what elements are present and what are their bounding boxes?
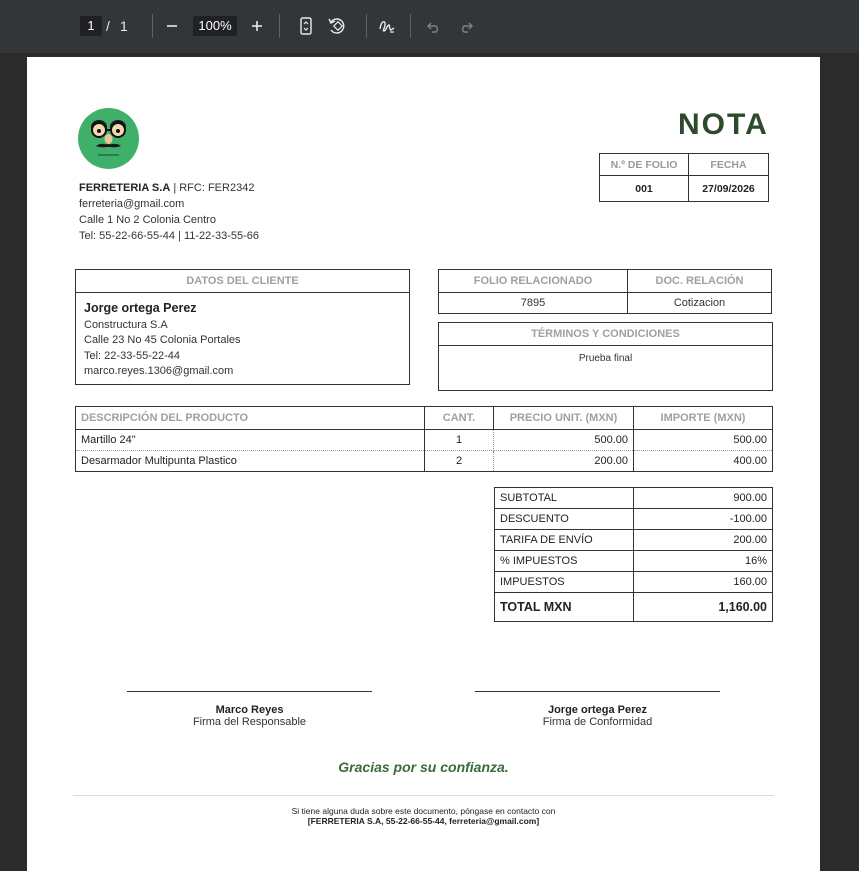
total-value: 1,160.00 — [634, 593, 773, 622]
client-name: Jorge ortega Perez — [84, 301, 197, 315]
footer-divider — [73, 795, 774, 796]
signature-responsible — [127, 691, 372, 728]
fit-page-icon — [296, 16, 316, 36]
item-amount: 400.00 — [634, 451, 773, 472]
footer-contact — [27, 806, 820, 826]
signature-client — [475, 691, 720, 728]
annotate-icon — [377, 16, 397, 36]
terms-text: Prueba final — [578, 353, 633, 364]
zoom-out-button[interactable] — [162, 16, 182, 36]
item-unit-price: 500.00 — [494, 430, 634, 451]
pdf-toolbar — [0, 0, 859, 53]
related-doc-header: DOC. RELACIÓN — [628, 270, 772, 293]
related-doc-value: Cotizacion — [628, 293, 772, 314]
col-qty: CANT. — [425, 407, 494, 430]
company-rfc: | RFC: FER2342 — [173, 182, 255, 194]
item-unit-price: 200.00 — [494, 451, 634, 472]
zoom-input[interactable]: 100% — [193, 16, 237, 36]
document-title: NOTA — [678, 108, 769, 141]
zoom-in-button[interactable] — [247, 16, 267, 36]
document-page — [27, 57, 820, 871]
undo-icon — [424, 16, 444, 36]
signature-role: Firma del Responsable — [192, 716, 307, 728]
toolbar-divider — [152, 14, 153, 38]
company-email: ferreteria@gmail.com — [79, 198, 185, 210]
date-header: FECHA — [689, 154, 769, 176]
total-label: TOTAL MXN — [495, 593, 634, 622]
company-info — [79, 180, 259, 244]
client-address: Calle 23 No 45 Colonia Portales — [84, 334, 241, 346]
signature-name: Jorge ortega Perez — [547, 704, 648, 716]
subtotal-value: 900.00 — [634, 488, 773, 509]
client-box — [75, 269, 410, 385]
item-amount: 500.00 — [634, 430, 773, 451]
discount-value: -100.00 — [634, 509, 773, 530]
tax-label: IMPUESTOS — [495, 572, 634, 593]
company-phone: Tel: 55-22-66-55-44 | 11-22-33-55-66 — [79, 230, 259, 242]
client-email: marco.reyes.1306@gmail.com — [84, 365, 234, 377]
annotate-button[interactable] — [377, 16, 397, 36]
rotate-icon — [327, 16, 347, 36]
item-description: Martillo 24" — [76, 430, 425, 451]
signature-line — [127, 691, 372, 692]
terms-header: TÉRMINOS Y CONDICIONES — [439, 323, 772, 346]
redo-icon — [456, 16, 476, 36]
client-company: Constructura S.A — [84, 318, 168, 331]
company-name: FERRETERIA S.A — [79, 182, 171, 194]
client-header: DATOS DEL CLIENTE — [76, 270, 409, 293]
company-logo — [78, 108, 139, 169]
minus-icon — [162, 16, 182, 36]
company-address: Calle 1 No 2 Colonia Centro — [79, 214, 216, 226]
discount-label: DESCUENTO — [495, 509, 634, 530]
shipping-label: TARIFA DE ENVÍO — [495, 530, 634, 551]
shipping-value: 200.00 — [634, 530, 773, 551]
footer-text: Si tiene alguna duda sobre este documento, póngase en contacto con — [291, 806, 556, 816]
col-amount: IMPORTE (MXN) — [634, 407, 773, 430]
redo-button[interactable] — [456, 16, 476, 36]
undo-button[interactable] — [424, 16, 444, 36]
table-row — [76, 430, 773, 451]
footer-contact-details: [FERRETERIA S.A, 55-22-66-55-44, ferreteria@gmail.com] — [307, 816, 540, 826]
related-folio-header: FOLIO RELACIONADO — [439, 270, 628, 293]
plus-icon — [247, 16, 267, 36]
item-description: Desarmador Multipunta Plastico — [76, 451, 425, 472]
date-value: 27/09/2026 — [689, 176, 769, 202]
signature-name: Marco Reyes — [215, 704, 284, 716]
items-table — [75, 406, 773, 472]
page-separator: / — [106, 18, 110, 34]
toolbar-divider — [366, 14, 367, 38]
related-table — [438, 269, 772, 314]
client-phone: Tel: 22-33-55-22-44 — [84, 349, 181, 362]
totals-table — [494, 487, 773, 622]
fit-page-button[interactable] — [296, 16, 316, 36]
terms-box — [438, 322, 773, 391]
table-row — [76, 451, 773, 472]
item-qty: 1 — [425, 430, 494, 451]
tax-rate-label: % IMPUESTOS — [495, 551, 634, 572]
toolbar-divider — [410, 14, 411, 38]
tax-value: 160.00 — [634, 572, 773, 593]
related-folio-value: 7895 — [439, 293, 628, 314]
rotate-button[interactable] — [327, 16, 347, 36]
item-qty: 2 — [425, 451, 494, 472]
toolbar-divider — [279, 14, 280, 38]
col-unit-price: PRECIO UNIT. (MXN) — [494, 407, 634, 430]
thanks-message: Gracias por su confianza. — [338, 759, 509, 775]
signature-line — [475, 691, 720, 692]
folio-header: N.º DE FOLIO — [600, 154, 689, 176]
col-description: DESCRIPCIÓN DEL PRODUCTO — [76, 407, 425, 430]
page-number-input[interactable]: 1 — [80, 16, 102, 36]
tax-rate-value: 16% — [634, 551, 773, 572]
subtotal-label: SUBTOTAL — [495, 488, 634, 509]
folio-value: 001 — [600, 176, 689, 202]
page-total: 1 — [120, 18, 128, 34]
signature-role: Firma de Conformidad — [542, 716, 653, 728]
folio-table — [599, 153, 769, 202]
